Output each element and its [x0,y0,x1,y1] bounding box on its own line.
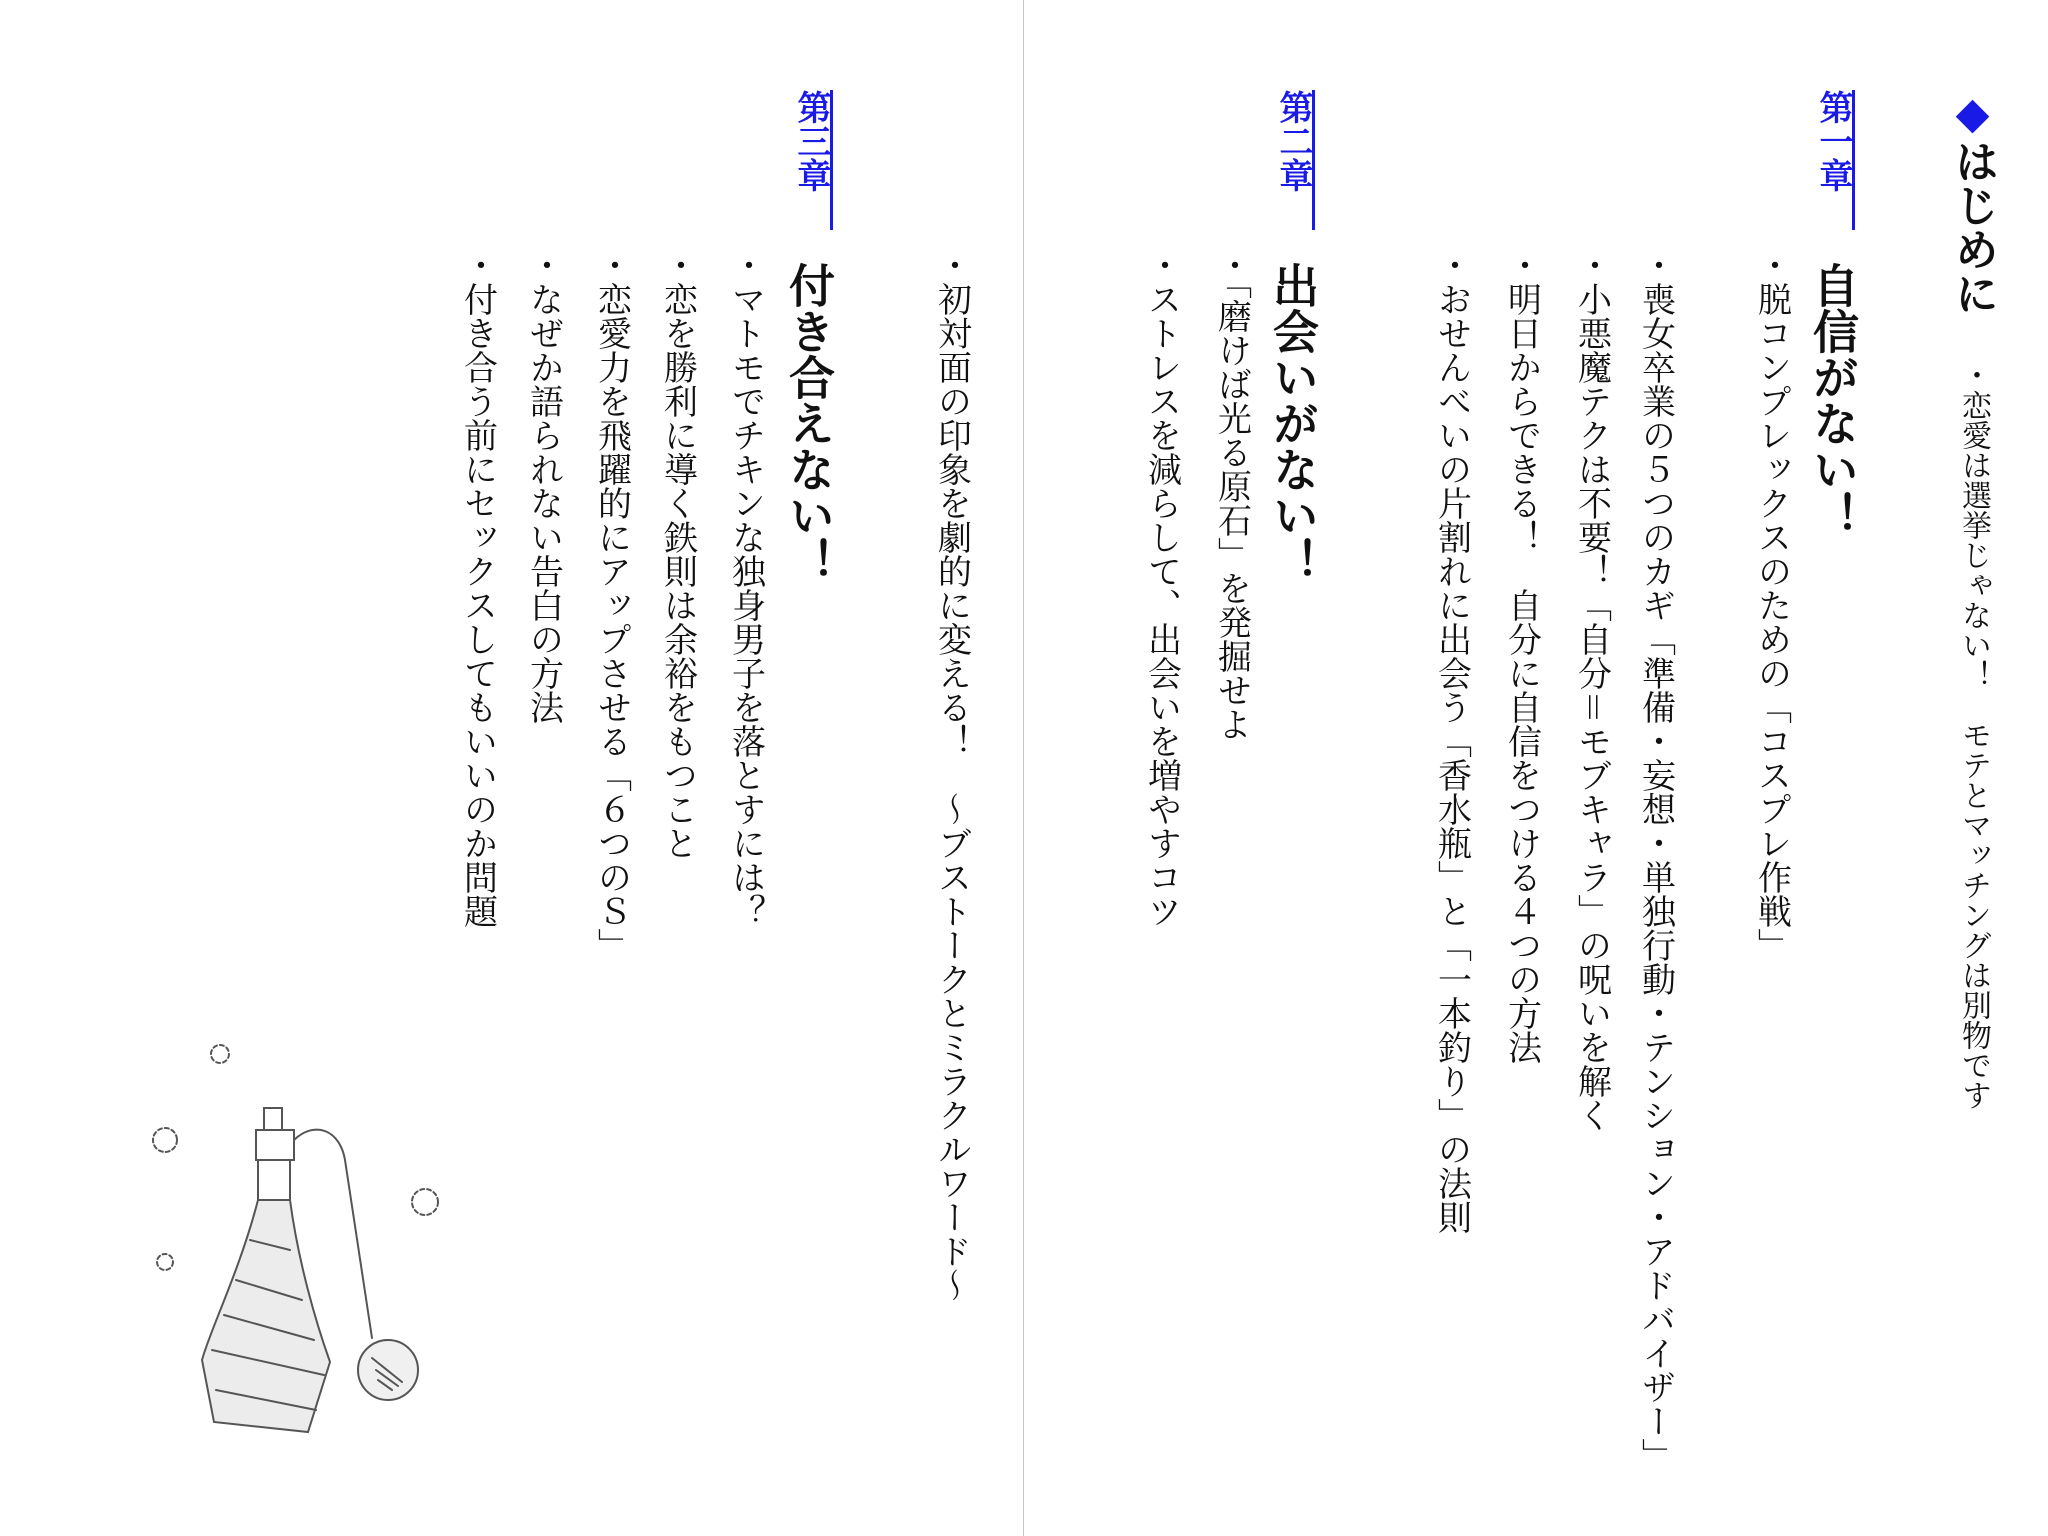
toc-item: ・おせんべいの片割れに出会う「香水瓶」と「一本釣り」の法則 [1431,248,1472,1234]
toc-item: ・小悪魔テクは不要！「自分＝モブキャラ」の呪いを解く [1571,248,1612,1132]
toc-item: ・初対面の印象を劇的に変える！ ～ブストークとミラクルワード～ [931,248,972,1302]
perfume-bottle-illustration [140,1040,470,1460]
intro-heading-text: はじめに [1947,139,1998,315]
intro-heading [1947,88,1998,388]
toc-item: ・喪女卒業の５つのカギ「準備・妄想・単独行動・テンション・アドバイザー」 [1635,248,1676,1472]
toc-item: ・「磨けば光る原石」を発掘せよ [1211,248,1252,741]
toc-item: ・マトモでチキンな独身男子を落とすには？ [725,248,766,928]
toc-item: ・付き合う前にセックスしてもいいのか問題 [457,248,498,928]
chapter-2-title: 出会いがない！ [1266,262,1320,584]
chapter-2-label: 第二章 [1276,90,1315,230]
page-divider [1023,0,1024,1536]
intro-subtitle: ・恋愛は選挙じゃない！ モテとマッチングは別物です [1956,360,1991,1110]
toc-item: ・恋を勝利に導く鉄則は余裕をもつこと [657,248,698,860]
toc-item: ・明日からできる！ 自分に自信をつける４つの方法 [1501,248,1542,1064]
chapter-1-label: 第一章 [1816,90,1855,230]
chapter-1-title: 自信がない！ [1806,262,1860,538]
diamond-icon: ◆ [1947,88,1998,139]
chapter-3-label: 第三章 [794,90,833,230]
toc-item: ・脱コンプレックスのための「コスプレ作戦」 [1751,248,1792,962]
toc-item: ・ストレスを減らして、出会いを増やすコツ [1141,248,1182,928]
chapter-3-title: 付き合えない！ [782,262,836,584]
toc-item: ・なぜか語られない告白の方法 [523,248,564,724]
toc-item: ・恋愛力を飛躍的にアップさせる「６つのＳ」 [591,248,632,962]
